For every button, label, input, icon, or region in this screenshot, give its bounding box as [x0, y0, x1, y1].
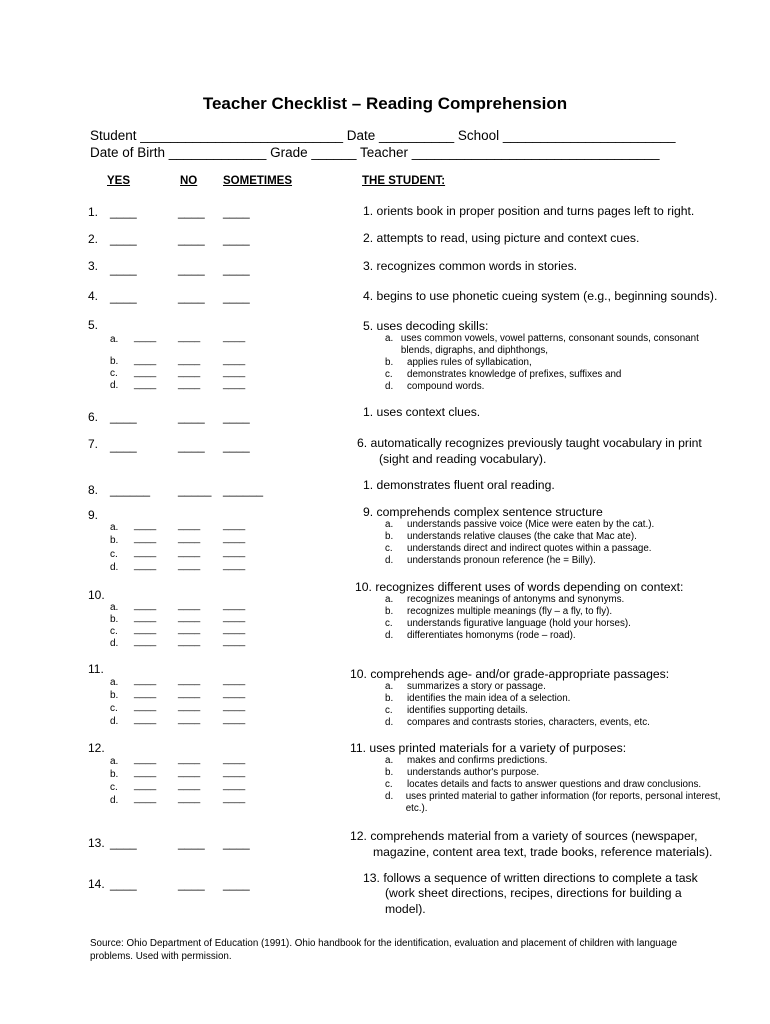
- sub-letter: b.: [110, 769, 119, 780]
- sub-item-text: differentiates homonyms (rode – road).: [407, 630, 576, 641]
- item-number: 9.: [88, 508, 99, 522]
- sub-letter: a.: [110, 677, 119, 688]
- header-line-student[interactable]: Student ___________________________ Date __________ School _______________________: [90, 128, 676, 143]
- no-blank[interactable]: ____: [178, 533, 201, 544]
- sub-letter: d.: [110, 380, 119, 391]
- sub-item-text: summarizes a story or passage.: [407, 681, 546, 692]
- no-blank[interactable]: ____: [178, 290, 205, 304]
- item-number: 3.: [88, 259, 99, 273]
- sometimes-blank[interactable]: ____: [223, 612, 246, 623]
- sub-letter: c.: [110, 703, 118, 714]
- column-sometimes: SOMETIMES: [223, 175, 293, 187]
- sub-list: [385, 519, 725, 567]
- no-blank[interactable]: ____: [178, 439, 205, 453]
- sub-item-text: understands pronoun reference (he = Billy).: [407, 555, 596, 566]
- sometimes-blank[interactable]: ____: [223, 624, 246, 635]
- no-blank[interactable]: ____: [178, 410, 205, 424]
- sometimes-blank[interactable]: ____: [223, 836, 250, 850]
- sub-list: [385, 594, 725, 642]
- sub-item: [385, 606, 725, 618]
- sub-item: [385, 767, 725, 779]
- no-blank[interactable]: ____: [178, 714, 201, 725]
- sub-letter: d.: [110, 795, 119, 806]
- no-blank[interactable]: ____: [178, 877, 205, 891]
- sub-item-text: compares and contrasts stories, characters, events, etc.: [407, 717, 650, 728]
- item-text: 12. comprehends material from a variety of sources (newspaper,: [350, 829, 698, 843]
- yes-blank[interactable]: ____: [134, 533, 157, 544]
- no-blank[interactable]: ____: [178, 560, 201, 571]
- sub-item-letter: b.: [385, 606, 394, 617]
- sub-item-letter: d.: [385, 630, 394, 641]
- sometimes-blank[interactable]: ____: [223, 600, 246, 611]
- item-text-continued: (work sheet directions, recipes, directions for building a: [385, 886, 682, 900]
- sub-item-letter: a.: [385, 755, 394, 766]
- sometimes-blank[interactable]: ____: [223, 205, 250, 219]
- yes-blank[interactable]: ____: [134, 636, 157, 647]
- sub-item: [385, 531, 725, 543]
- sub-item: [385, 594, 725, 606]
- sub-item-letter: a.: [385, 681, 394, 692]
- item-number: 8.: [88, 483, 99, 497]
- sub-item-letter: a.: [385, 594, 394, 605]
- sub-letter: c.: [110, 368, 118, 379]
- sub-list: [385, 681, 725, 729]
- sub-item: [385, 681, 725, 693]
- sub-item: [385, 519, 725, 531]
- no-blank[interactable]: ____: [178, 767, 201, 778]
- sometimes-blank[interactable]: ____: [223, 290, 250, 304]
- item-number: 2.: [88, 232, 99, 246]
- sub-item-text: understands relative clauses (the cake that Mac ate).: [407, 531, 637, 542]
- sometimes-blank[interactable]: ____: [223, 410, 250, 424]
- sometimes-blank[interactable]: ____: [223, 636, 246, 647]
- yes-blank[interactable]: ____: [134, 520, 157, 531]
- sub-item: [385, 791, 725, 815]
- item-text: 11. uses printed materials for a variety of purposes:: [350, 741, 627, 755]
- sub-item-letter: b.: [385, 693, 394, 704]
- yes-blank[interactable]: ____: [134, 355, 157, 366]
- no-blank[interactable]: ____: [178, 624, 201, 635]
- item-text: 1. uses context clues.: [363, 405, 481, 419]
- item-text: 1. orients book in proper position and turns pages left to right.: [363, 204, 695, 218]
- yes-blank[interactable]: ____: [110, 262, 137, 276]
- sometimes-blank[interactable]: ____: [223, 714, 246, 725]
- sometimes-blank[interactable]: ____: [223, 877, 250, 891]
- yes-blank[interactable]: ____: [110, 877, 137, 891]
- sometimes-blank[interactable]: ____: [223, 379, 246, 390]
- sub-letter: a.: [110, 522, 119, 533]
- sub-item-text: identifies supporting details.: [407, 705, 528, 716]
- sub-item-text: compound words.: [407, 381, 485, 392]
- sometimes-blank[interactable]: ____: [223, 754, 246, 765]
- sub-item-text: recognizes meanings of antonyms and synonyms.: [407, 594, 625, 605]
- no-blank[interactable]: ____: [178, 636, 201, 647]
- source-citation: Source: Ohio Department of Education (1991). Ohio handbook for the identification, evaluation and placement of children with language problems. Used with permission.: [90, 938, 678, 962]
- sometimes-blank[interactable]: ____: [223, 262, 250, 276]
- no-blank[interactable]: ____: [178, 793, 201, 804]
- yes-blank[interactable]: ____: [134, 793, 157, 804]
- no-blank[interactable]: ____: [178, 379, 201, 390]
- yes-blank[interactable]: ____: [134, 332, 157, 343]
- sub-letter: b.: [110, 356, 119, 367]
- yes-blank[interactable]: ____: [134, 675, 157, 686]
- sub-letter: a.: [110, 602, 119, 613]
- item-text: 3. recognizes common words in stories.: [363, 259, 578, 273]
- sub-letter: d.: [110, 638, 119, 649]
- sub-letter: a.: [110, 334, 119, 345]
- yes-blank[interactable]: ____: [110, 290, 137, 304]
- column-the-student: THE STUDENT:: [362, 175, 446, 187]
- item-text-continued: model).: [385, 902, 426, 916]
- no-blank[interactable]: ____: [178, 836, 205, 850]
- yes-blank[interactable]: ____: [134, 547, 157, 558]
- sub-letter: b.: [110, 690, 119, 701]
- yes-blank[interactable]: ____: [134, 767, 157, 778]
- yes-blank[interactable]: ____: [134, 600, 157, 611]
- sub-letter: b.: [110, 614, 119, 625]
- sub-item: [385, 369, 725, 381]
- sub-letter: a.: [110, 756, 119, 767]
- no-blank[interactable]: _____: [178, 483, 212, 497]
- yes-blank[interactable]: ____: [110, 410, 137, 424]
- sub-item: [385, 755, 725, 767]
- no-blank[interactable]: ____: [178, 675, 201, 686]
- sub-item-text: applies rules of syllabication,: [407, 357, 532, 368]
- yes-blank[interactable]: ____: [134, 714, 157, 725]
- item-number: 10.: [88, 588, 105, 602]
- sub-item-letter: c.: [385, 369, 393, 380]
- sometimes-blank[interactable]: ____: [223, 675, 246, 686]
- sub-item-letter: b.: [385, 531, 394, 542]
- no-blank[interactable]: ____: [178, 520, 201, 531]
- no-blank[interactable]: ____: [178, 612, 201, 623]
- yes-blank[interactable]: ____: [134, 612, 157, 623]
- sometimes-blank[interactable]: ____: [223, 439, 250, 453]
- sub-item: [385, 705, 725, 717]
- sub-item-text: makes and confirms predictions.: [407, 755, 548, 766]
- yes-blank[interactable]: ____: [134, 367, 157, 378]
- sub-item: [385, 779, 725, 791]
- sub-item-letter: b.: [385, 767, 394, 778]
- sometimes-blank[interactable]: ____: [223, 688, 246, 699]
- sub-item-letter: d.: [385, 791, 394, 802]
- sometimes-blank[interactable]: ____: [223, 560, 246, 571]
- yes-blank[interactable]: ____: [110, 439, 137, 453]
- yes-blank[interactable]: ______: [110, 483, 151, 497]
- sub-item: [385, 543, 725, 555]
- sub-item-letter: a.: [385, 519, 394, 530]
- item-number: 6.: [88, 410, 99, 424]
- item-number: 1.: [88, 205, 99, 219]
- item-text: 1. demonstrates fluent oral reading.: [363, 478, 555, 492]
- sub-item-letter: c.: [385, 705, 393, 716]
- sub-list: [385, 333, 725, 393]
- sub-letter: d.: [110, 716, 119, 727]
- sub-item: [385, 618, 725, 630]
- item-text-continued: (sight and reading vocabulary).: [379, 452, 547, 466]
- sub-letter: d.: [110, 562, 119, 573]
- item-text: 6. automatically recognizes previously taught vocabulary in print: [357, 436, 702, 450]
- no-blank[interactable]: ____: [178, 205, 205, 219]
- no-blank[interactable]: ____: [178, 232, 205, 246]
- yes-blank[interactable]: ____: [134, 560, 157, 571]
- yes-blank[interactable]: ____: [134, 379, 157, 390]
- sub-item: [385, 693, 725, 705]
- item-text: 2. attempts to read, using picture and context cues.: [363, 231, 640, 245]
- no-blank[interactable]: ____: [178, 701, 201, 712]
- sub-item-letter: d.: [385, 555, 394, 566]
- header-line-dob[interactable]: Date of Birth _____________ Grade ______ Teacher _________________________________: [90, 145, 660, 160]
- yes-blank[interactable]: ____: [134, 701, 157, 712]
- sub-item-letter: c.: [385, 618, 393, 629]
- sub-list: [385, 755, 725, 815]
- sub-item-text: recognizes multiple meanings (fly – a fly, to fly).: [407, 606, 613, 617]
- sub-letter: c.: [110, 782, 118, 793]
- item-number: 11.: [88, 662, 104, 676]
- sub-letter: c.: [110, 626, 118, 637]
- sometimes-blank[interactable]: ____: [223, 547, 246, 558]
- sub-item: [385, 381, 725, 393]
- sub-letter: b.: [110, 535, 119, 546]
- item-number: 12.: [88, 741, 105, 755]
- page-title: Teacher Checklist – Reading Comprehension: [202, 94, 568, 113]
- sub-item-text: demonstrates knowledge of prefixes, suffixes and: [407, 369, 622, 380]
- item-text: 4. begins to use phonetic cueing system (e.g., beginning sounds).: [363, 289, 718, 303]
- no-blank[interactable]: ____: [178, 355, 201, 366]
- no-blank[interactable]: ____: [178, 367, 201, 378]
- sub-item: [385, 357, 725, 369]
- item-number: 14.: [88, 877, 105, 891]
- yes-blank[interactable]: ____: [110, 232, 137, 246]
- column-yes: YES: [107, 175, 131, 187]
- no-blank[interactable]: ____: [178, 754, 201, 765]
- sub-item-letter: c.: [385, 779, 393, 790]
- sub-letter: c.: [110, 549, 118, 560]
- no-blank[interactable]: ____: [178, 780, 201, 791]
- sometimes-blank[interactable]: ____: [223, 232, 250, 246]
- yes-blank[interactable]: ____: [134, 688, 157, 699]
- no-blank[interactable]: ____: [178, 547, 201, 558]
- sub-item-letter: d.: [385, 717, 394, 728]
- sub-item-text: understands direct and indirect quotes within a passage.: [407, 543, 652, 554]
- yes-blank[interactable]: ____: [134, 780, 157, 791]
- item-text: 10. comprehends age- and/or grade-appropriate passages:: [350, 667, 670, 681]
- sub-item: [385, 333, 725, 357]
- sometimes-blank[interactable]: ____: [223, 367, 246, 378]
- no-blank[interactable]: ____: [178, 600, 201, 611]
- item-text: 10. recognizes different uses of words depending on context:: [355, 580, 684, 594]
- sometimes-blank[interactable]: ____: [223, 520, 246, 531]
- column-no: NO: [180, 175, 198, 187]
- yes-blank[interactable]: ____: [110, 836, 137, 850]
- sometimes-blank[interactable]: ____: [223, 332, 246, 343]
- sometimes-blank[interactable]: ____: [223, 533, 246, 544]
- sub-item: [385, 717, 725, 729]
- sub-item-text: uses common vowels, vowel patterns, consonant sounds, consonant blends, digraphs, and diphthongs,: [400, 333, 699, 356]
- yes-blank[interactable]: ____: [110, 205, 137, 219]
- sub-item-text: understands passive voice (Mice were eaten by the cat.).: [407, 519, 655, 530]
- sometimes-blank[interactable]: ______: [223, 483, 264, 497]
- item-number: 7.: [88, 437, 99, 451]
- item-number: 13.: [88, 836, 105, 850]
- sub-item-text: locates details and facts to answer questions and draw conclusions.: [407, 779, 702, 790]
- sub-item-text: uses printed material to gather information (for reports, personal interest, etc.).: [405, 791, 721, 814]
- sometimes-blank[interactable]: ____: [223, 355, 246, 366]
- no-blank[interactable]: ____: [178, 332, 201, 343]
- item-number: 4.: [88, 289, 99, 303]
- item-text-continued: magazine, content area text, trade books, reference materials).: [373, 845, 713, 859]
- sub-item-letter: a.: [385, 333, 394, 344]
- sometimes-blank[interactable]: ____: [223, 793, 246, 804]
- sub-item: [385, 630, 725, 642]
- sub-item: [385, 555, 725, 567]
- sometimes-blank[interactable]: ____: [223, 767, 246, 778]
- item-text: 13. follows a sequence of written directions to complete a task: [363, 871, 698, 885]
- sub-item-letter: d.: [385, 381, 394, 392]
- yes-blank[interactable]: ____: [134, 624, 157, 635]
- no-blank[interactable]: ____: [178, 688, 201, 699]
- sub-item-text: understands figurative language (hold your horses).: [407, 618, 631, 629]
- sub-item-text: identifies the main idea of a selection.: [407, 693, 571, 704]
- item-text: 5. uses decoding skills:: [363, 319, 489, 333]
- sometimes-blank[interactable]: ____: [223, 780, 246, 791]
- sub-item-text: understands author's purpose.: [407, 767, 540, 778]
- no-blank[interactable]: ____: [178, 262, 205, 276]
- item-text: 9. comprehends complex sentence structure: [363, 505, 603, 519]
- yes-blank[interactable]: ____: [134, 754, 157, 765]
- sub-item-letter: c.: [385, 543, 393, 554]
- sub-item-letter: b.: [385, 357, 394, 368]
- item-number: 5.: [88, 318, 99, 332]
- sometimes-blank[interactable]: ____: [223, 701, 246, 712]
